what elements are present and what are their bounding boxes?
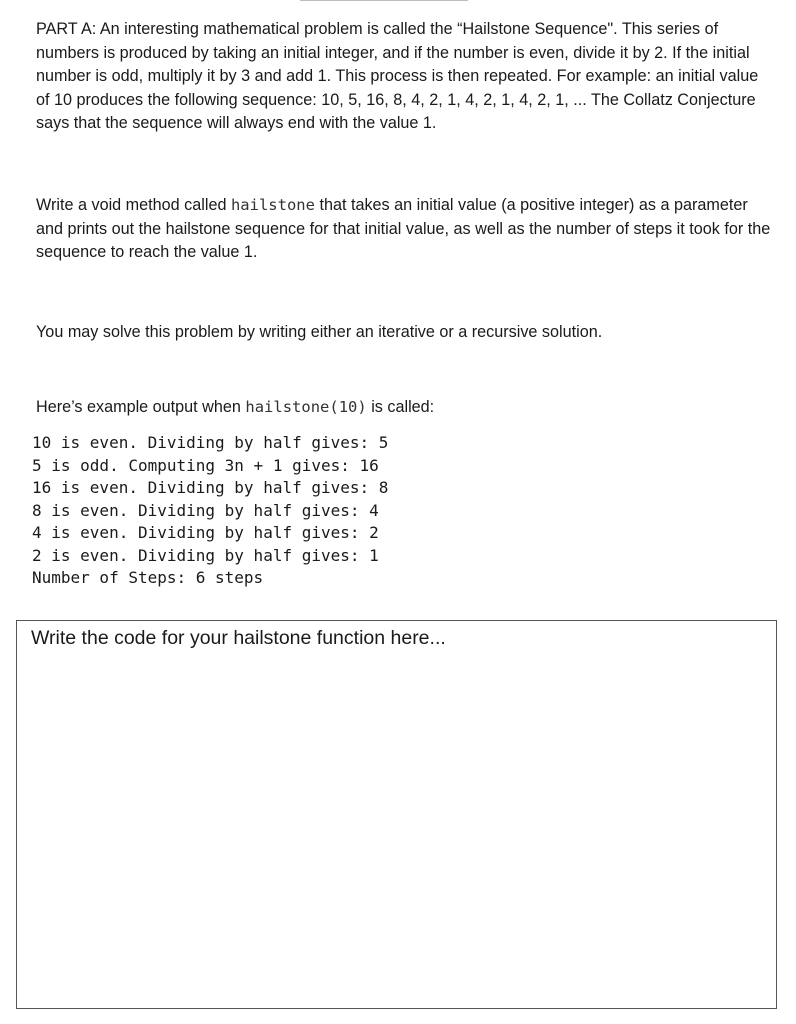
example-intro-after: is called: (366, 398, 435, 416)
answer-box[interactable] (16, 620, 777, 1009)
answer-prompt: Write the code for your hailstone function here... (31, 627, 446, 649)
output-line: 16 is even. Dividing by half gives: 8 (32, 478, 389, 497)
output-line: 2 is even. Dividing by half gives: 1 (32, 545, 379, 565)
output-line: 5 is odd. Computing 3n + 1 gives: 16 (32, 455, 379, 475)
output-line: 8 is even. Dividing by half gives: 4 (32, 500, 379, 520)
task-text-before: Write a void method called (36, 196, 231, 214)
example-call-code: hailstone(10) (245, 398, 367, 416)
method-name-code: hailstone (230, 196, 315, 214)
task-paragraph (36, 194, 776, 265)
solution-note: You may solve this problem by writing either an iterative or a recursive solution. (36, 323, 603, 341)
example-intro-before: Here’s example output when (36, 398, 246, 416)
output-steps-line: Number of Steps: 6 steps (32, 568, 264, 587)
top-rule (300, 0, 468, 1)
output-line: 4 is even. Dividing by half gives: 2 (32, 523, 379, 542)
intro-paragraph: PART A: An interesting mathematical problem is called the “Hailstone Sequence". This series of numbers is produced by taking an initial integer, and if the number is even, divide it by 2. If the initial number is odd, multiply it by 3 and add 1. This process is then repeated. For example: an initial value of 10 produces the following sequence: 10, 5, 16, 8, 4, 2, 1, 4, 2, 1, 4, 2, 1, ... The Collatz Conjecture says that the sequence will always end with the value 1. (36, 20, 759, 132)
task-text-after: that takes an initial value (a positive integer) as a parameter and prints out the hailstone sequence for that initial value, as well as the number of steps it took for the sequence to reach the value 1. (36, 196, 771, 261)
example-intro (36, 396, 776, 420)
output-line: 10 is even. Dividing by half gives: 5 (32, 433, 389, 452)
example-output (32, 432, 388, 590)
